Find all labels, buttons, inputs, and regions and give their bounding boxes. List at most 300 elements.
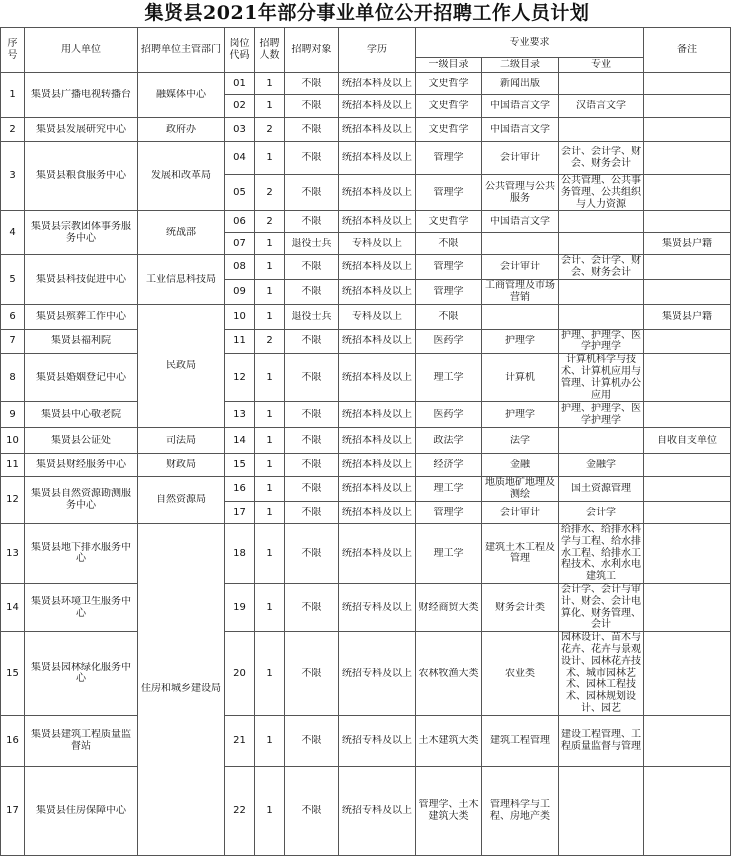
seq-cell (1, 354, 25, 402)
count-cell-text: 2 (266, 186, 273, 198)
code-cell (225, 304, 255, 329)
level1-cell (416, 354, 482, 402)
header-seq (1, 28, 25, 73)
major-cell (559, 255, 644, 280)
level2-cell-text: 地质地矿地理及测绘 (485, 477, 555, 501)
target-cell (285, 233, 339, 255)
count-cell (255, 255, 285, 280)
edu-cell-text: 统招本科及以上 (342, 434, 412, 446)
level2-cell-text: 金融 (510, 459, 530, 471)
level1-cell-text: 理工学 (433, 483, 464, 495)
remark-cell (644, 523, 731, 583)
code-cell (225, 715, 255, 766)
count-cell-text: 1 (266, 408, 273, 420)
major-cell-text: 公共管理、公共事务管理、公共组织与人力资源 (561, 175, 641, 210)
level1-cell-text: 土木建筑大类 (418, 734, 479, 746)
level2-cell-text: 计算机 (505, 371, 535, 383)
target-cell-text: 不限 (301, 123, 322, 135)
seq-cell-text: 14 (6, 601, 19, 613)
target-cell-text: 不限 (301, 547, 322, 559)
major-cell-text: 会计学、会计与审计、财会、会计电算化、财务管理、会计 (561, 583, 641, 631)
level2-cell-text: 管理科学与工程、房地产类 (490, 798, 550, 822)
level1-cell (416, 402, 482, 428)
major-cell (559, 211, 644, 233)
dept-cell (138, 142, 225, 211)
header-edu (339, 28, 416, 73)
code-cell-text: 04 (233, 152, 246, 164)
count-cell-text: 1 (266, 506, 273, 518)
code-cell (225, 428, 255, 454)
target-cell-text: 退役士兵 (291, 237, 332, 249)
level2-cell (482, 583, 559, 631)
target-cell (285, 523, 339, 583)
target-cell (285, 255, 339, 280)
header-code-text: 岗位代码 (229, 38, 250, 61)
count-cell (255, 233, 285, 255)
edu-cell (339, 402, 416, 428)
remark-cell (644, 583, 731, 631)
code-cell (225, 632, 255, 716)
remark-cell (644, 329, 731, 354)
unit-cell-text: 集贤县住房保障中心 (36, 804, 126, 816)
level2-cell (482, 255, 559, 280)
major-cell (559, 175, 644, 211)
major-cell (559, 428, 644, 454)
target-cell (285, 501, 339, 523)
dept-cell-text: 住房和城乡建设局 (141, 683, 221, 695)
code-cell (225, 142, 255, 175)
level1-cell (416, 501, 482, 523)
edu-cell-text: 专科及以上 (352, 310, 402, 322)
edu-cell (339, 428, 416, 454)
target-cell (285, 175, 339, 211)
edu-cell-text: 统招本科及以上 (342, 459, 412, 471)
code-cell (225, 766, 255, 855)
level1-cell-text: 管理学 (433, 186, 464, 198)
major-cell (559, 523, 644, 583)
target-cell-text: 不限 (301, 285, 322, 297)
unit-cell-text: 集贤县粮食服务中心 (36, 170, 126, 182)
target-cell (285, 477, 339, 502)
target-cell (285, 715, 339, 766)
count-cell-text: 1 (266, 734, 273, 746)
seq-cell-text: 17 (6, 804, 19, 816)
seq-cell-text: 4 (9, 226, 16, 238)
header-lvl1-text: 一级目录 (428, 59, 469, 71)
count-cell-text: 1 (266, 667, 273, 679)
remark-cell-text: 集贤县户籍 (662, 237, 712, 249)
table-row (1, 583, 731, 631)
dept-cell-text: 司法局 (166, 434, 196, 446)
code-cell (225, 73, 255, 95)
unit-cell (25, 329, 138, 354)
unit-cell (25, 477, 138, 524)
count-cell (255, 477, 285, 502)
header-lvl2 (482, 58, 559, 73)
count-cell-text: 1 (266, 261, 273, 273)
unit-cell (25, 523, 138, 583)
seq-cell-text: 10 (6, 434, 19, 446)
level1-cell-text: 农林牧渔大类 (418, 667, 479, 679)
level1-cell-text: 医药学 (433, 408, 464, 420)
level2-cell-text: 中国语言文学 (490, 100, 550, 112)
major-cell (559, 279, 644, 304)
count-cell (255, 454, 285, 477)
remark-cell (644, 501, 731, 523)
header-major-req-text: 专业要求 (509, 36, 550, 48)
header-remark-text: 备注 (677, 44, 697, 56)
edu-cell-text: 统招本科及以上 (342, 186, 412, 198)
level1-cell-text: 不限 (438, 310, 459, 322)
unit-cell (25, 402, 138, 428)
remark-cell (644, 354, 731, 402)
table-row (1, 142, 731, 175)
dept-cell (138, 477, 225, 524)
count-cell (255, 118, 285, 142)
level1-cell-text: 管理学 (433, 285, 464, 297)
level1-cell (416, 233, 482, 255)
dept-cell-text: 融媒体中心 (156, 89, 206, 101)
count-cell (255, 279, 285, 304)
count-cell-text: 1 (266, 483, 273, 495)
count-cell (255, 175, 285, 211)
seq-cell-text: 13 (6, 547, 19, 559)
level1-cell (416, 304, 482, 329)
level2-cell (482, 175, 559, 211)
remark-cell (644, 715, 731, 766)
edu-cell-text: 统招本科及以上 (342, 100, 412, 112)
table-row (1, 402, 731, 428)
seq-cell (1, 715, 25, 766)
level2-cell (482, 233, 559, 255)
code-cell-text: 21 (233, 734, 246, 746)
seq-cell (1, 211, 25, 255)
dept-cell (138, 304, 225, 428)
level2-cell (482, 354, 559, 402)
target-cell (285, 354, 339, 402)
dept-cell-text: 工业信息科技局 (146, 273, 216, 285)
edu-cell (339, 766, 416, 855)
code-cell-text: 13 (233, 408, 246, 420)
seq-cell (1, 304, 25, 329)
level1-cell (416, 583, 482, 631)
dept-cell-text: 财政局 (166, 459, 196, 471)
major-cell-text: 会计、会计学、财会、财务会计 (561, 255, 641, 279)
level2-cell (482, 118, 559, 142)
edu-cell (339, 95, 416, 118)
unit-cell-text: 集贤县园林绿化服务中心 (31, 661, 131, 685)
unit-cell (25, 454, 138, 477)
level1-cell (416, 118, 482, 142)
level2-cell (482, 501, 559, 523)
level2-cell-text: 农业类 (505, 667, 535, 679)
major-cell (559, 304, 644, 329)
edu-cell (339, 523, 416, 583)
remark-cell (644, 402, 731, 428)
unit-cell-text: 集贤县宗教团体事务服务中心 (31, 221, 131, 244)
count-cell-text: 1 (266, 77, 273, 89)
edu-cell (339, 175, 416, 211)
table-row (1, 766, 731, 855)
level2-cell (482, 402, 559, 428)
count-cell-text: 1 (266, 237, 273, 249)
seq-cell (1, 142, 25, 211)
target-cell-text: 不限 (301, 734, 322, 746)
unit-cell-text: 集贤县自然资源勘测服务中心 (31, 488, 131, 512)
target-cell-text: 不限 (301, 601, 322, 613)
dept-cell (138, 211, 225, 255)
level2-cell (482, 142, 559, 175)
seq-cell-text: 7 (9, 335, 16, 347)
unit-cell-text: 集贤县公证处 (51, 434, 111, 446)
major-cell (559, 632, 644, 716)
count-cell (255, 501, 285, 523)
code-cell (225, 279, 255, 304)
code-cell-text: 22 (233, 804, 246, 816)
target-cell (285, 329, 339, 354)
target-cell-text: 不限 (301, 152, 322, 164)
unit-cell (25, 428, 138, 454)
dept-cell-text: 政府办 (166, 123, 196, 135)
major-cell (559, 501, 644, 523)
level1-cell (416, 523, 482, 583)
target-cell (285, 118, 339, 142)
unit-cell (25, 304, 138, 329)
level1-cell (416, 766, 482, 855)
count-cell-text: 2 (266, 215, 273, 227)
seq-cell-text: 11 (6, 459, 19, 471)
target-cell-text: 不限 (301, 459, 322, 471)
major-cell-text: 国土资源管理 (571, 483, 631, 495)
code-cell (225, 477, 255, 502)
level1-cell (416, 279, 482, 304)
unit-cell-text: 集贤县殡葬工作中心 (36, 310, 126, 322)
table-row (1, 304, 731, 329)
seq-cell-text: 8 (9, 371, 16, 383)
dept-cell (138, 454, 225, 477)
count-cell (255, 632, 285, 716)
count-cell (255, 304, 285, 329)
level2-cell (482, 95, 559, 118)
code-cell-text: 18 (233, 547, 246, 559)
unit-cell-text: 集贤县环境卫生服务中心 (31, 595, 131, 619)
level2-cell (482, 428, 559, 454)
dept-cell-text: 发展和改革局 (151, 170, 211, 182)
edu-cell-text: 统招本科及以上 (342, 371, 412, 383)
document-title: 集贤县2021年部分事业单位公开招聘工作人员计划 (144, 2, 590, 24)
level2-cell-text: 中国语言文学 (490, 215, 550, 227)
header-count-text: 招聘人数 (259, 38, 280, 61)
major-cell-text: 给排水、给排水科学与工程、给水排水工程、给排水工程技术、水利水电建筑工 (561, 523, 641, 583)
count-cell (255, 354, 285, 402)
count-cell-text: 1 (266, 459, 273, 471)
code-cell (225, 501, 255, 523)
level1-cell-text: 文史哲学 (428, 100, 469, 112)
table-row (1, 118, 731, 142)
code-cell-text: 16 (233, 483, 246, 495)
level2-cell-text: 护理学 (505, 335, 535, 347)
level1-cell-text: 管理学、土木建筑大类 (418, 798, 479, 822)
remark-cell (644, 95, 731, 118)
target-cell (285, 632, 339, 716)
header-code (225, 28, 255, 73)
remark-cell (644, 142, 731, 175)
table-row (1, 354, 731, 402)
level2-cell-text: 财务会计类 (495, 601, 545, 613)
unit-cell (25, 766, 138, 855)
code-cell (225, 255, 255, 280)
edu-cell-text: 统招本科及以上 (342, 215, 412, 227)
major-cell (559, 233, 644, 255)
target-cell (285, 95, 339, 118)
code-cell-text: 20 (233, 667, 246, 679)
code-cell-text: 10 (233, 310, 246, 322)
code-cell (225, 233, 255, 255)
edu-cell (339, 279, 416, 304)
target-cell (285, 279, 339, 304)
seq-cell (1, 428, 25, 454)
level2-cell (482, 329, 559, 354)
code-cell-text: 08 (233, 261, 246, 273)
remark-cell (644, 304, 731, 329)
remark-cell-text: 集贤县户籍 (662, 310, 712, 322)
table-row (1, 329, 731, 354)
edu-cell (339, 142, 416, 175)
dept-cell (138, 523, 225, 855)
code-cell (225, 118, 255, 142)
code-cell (225, 402, 255, 428)
code-cell-text: 19 (233, 601, 246, 613)
edu-cell-text: 统招本科及以上 (342, 408, 412, 420)
code-cell-text: 03 (233, 123, 246, 135)
unit-cell (25, 142, 138, 211)
level1-cell (416, 73, 482, 95)
code-cell-text: 05 (233, 186, 246, 198)
table-row (1, 523, 731, 583)
target-cell (285, 766, 339, 855)
edu-cell (339, 454, 416, 477)
code-cell (225, 454, 255, 477)
unit-cell-text: 集贤县广播电视转播台 (31, 89, 131, 101)
level2-cell (482, 304, 559, 329)
seq-cell (1, 583, 25, 631)
edu-cell-text: 专科及以上 (352, 237, 402, 249)
target-cell-text: 不限 (301, 100, 322, 112)
table-row (1, 428, 731, 454)
code-cell-text: 17 (233, 506, 246, 518)
level1-cell (416, 329, 482, 354)
header-edu-text: 学历 (367, 44, 387, 56)
unit-cell (25, 73, 138, 118)
edu-cell (339, 329, 416, 354)
edu-cell (339, 304, 416, 329)
header-row (1, 28, 731, 58)
major-cell (559, 766, 644, 855)
header-target (285, 28, 339, 73)
unit-cell (25, 255, 138, 304)
seq-cell-text: 5 (9, 273, 16, 285)
code-cell (225, 583, 255, 631)
edu-cell-text: 统招本科及以上 (342, 506, 412, 518)
level1-cell (416, 211, 482, 233)
unit-cell-text: 集贤县科技促进中心 (36, 273, 126, 285)
level2-cell (482, 523, 559, 583)
target-cell (285, 402, 339, 428)
code-cell-text: 01 (233, 77, 246, 89)
seq-cell (1, 73, 25, 118)
count-cell (255, 95, 285, 118)
level1-cell (416, 175, 482, 211)
seq-cell-text: 3 (9, 170, 16, 182)
edu-cell (339, 715, 416, 766)
edu-cell (339, 73, 416, 95)
target-cell-text: 不限 (301, 186, 322, 198)
code-cell (225, 354, 255, 402)
unit-cell (25, 211, 138, 255)
major-cell (559, 583, 644, 631)
count-cell-text: 1 (266, 601, 273, 613)
major-cell-text: 建设工程管理、工程质量监督与管理 (561, 728, 641, 752)
edu-cell-text: 统招本科及以上 (342, 152, 412, 164)
target-cell (285, 73, 339, 95)
count-cell-text: 1 (266, 547, 273, 559)
recruitment-table (0, 27, 731, 856)
target-cell-text: 退役士兵 (291, 310, 332, 322)
level1-cell-text: 文史哲学 (428, 123, 469, 135)
major-cell (559, 715, 644, 766)
seq-cell-text: 12 (6, 494, 19, 506)
level2-cell-text: 会计审计 (500, 152, 540, 164)
major-cell-text: 汉语言文学 (576, 100, 626, 112)
count-cell-text: 1 (266, 152, 273, 164)
edu-cell (339, 233, 416, 255)
level2-cell (482, 73, 559, 95)
seq-cell (1, 402, 25, 428)
unit-cell (25, 583, 138, 631)
count-cell (255, 715, 285, 766)
level2-cell (482, 477, 559, 502)
major-cell-text: 会计学 (586, 506, 616, 518)
edu-cell-text: 统招本科及以上 (342, 483, 412, 495)
major-cell (559, 402, 644, 428)
seq-cell (1, 477, 25, 524)
target-cell-text: 不限 (301, 335, 322, 347)
level2-cell (482, 715, 559, 766)
level2-cell-text: 公共管理与公共服务 (485, 180, 555, 204)
table-row (1, 211, 731, 233)
level1-cell-text: 文史哲学 (428, 215, 469, 227)
level1-cell-text: 管理学 (433, 506, 464, 518)
target-cell (285, 142, 339, 175)
level1-cell (416, 454, 482, 477)
edu-cell (339, 118, 416, 142)
seq-cell-text: 2 (9, 123, 16, 135)
edu-cell (339, 501, 416, 523)
seq-cell (1, 454, 25, 477)
count-cell (255, 428, 285, 454)
level1-cell (416, 255, 482, 280)
level1-cell-text: 不限 (438, 237, 459, 249)
unit-cell-text: 集贤县中心敬老院 (41, 408, 121, 420)
major-cell (559, 142, 644, 175)
count-cell (255, 402, 285, 428)
header-target-text: 招聘对象 (291, 44, 332, 56)
code-cell-text: 09 (233, 285, 246, 297)
header-major (559, 58, 644, 73)
major-cell-text: 园林设计、苗木与花卉、花卉与景观设计、园林花卉技术、城市园林艺术、园林工程技术、园林规划设计、园艺 (561, 632, 641, 714)
level1-cell-text: 理工学 (433, 371, 464, 383)
unit-cell (25, 354, 138, 402)
